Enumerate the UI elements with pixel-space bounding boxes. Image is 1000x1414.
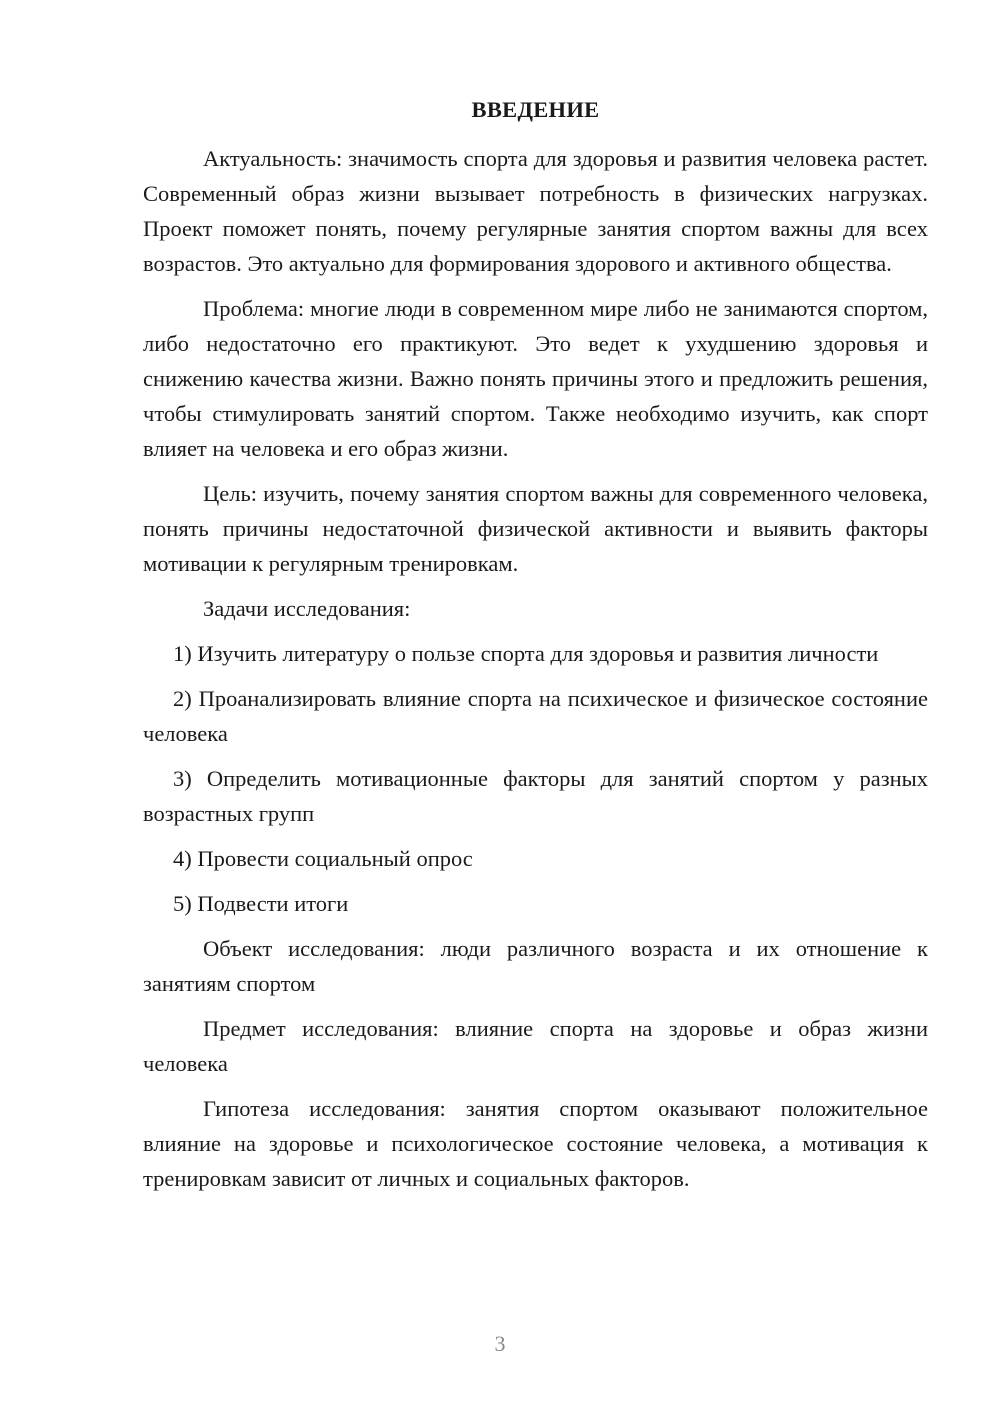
paragraph-hypothesis: Гипотеза исследования: занятия спортом оказывают положительное влияние на здоровье и психологическое состояние человека, а мотивация к тренировкам зависит от личных и социальных факторов. <box>143 1096 928 1191</box>
task-item: 5) Подвести итоги <box>173 891 349 916</box>
paragraph-tasks-heading: Задачи исследования: <box>203 596 411 621</box>
paragraph-goal: Цель: изучить, почему занятия спортом важны для современного человека, понять причины недостаточной физической активности и выявить факторы мотивации к регулярным тренировкам. <box>143 481 928 576</box>
task-item: 1) Изучить литературу о пользе спорта для здоровья и развития личности <box>173 641 879 666</box>
task-item: 2) Проанализировать влияние спорта на психическое и физическое состояние человека <box>143 686 928 746</box>
section-title: ВВЕДЕНИЕ <box>471 97 600 122</box>
task-item: 4) Провести социальный опрос <box>173 846 473 871</box>
paragraph-subject: Предмет исследования: влияние спорта на здоровье и образ жизни человека <box>143 1016 928 1076</box>
paragraph-relevance: Актуальность: значимость спорта для здоровья и развития человека растет. Современный образ жизни вызывает потребность в физических нагрузках. Проект поможет понять, почему регулярные занятия спортом важны для всех возрастов. Это актуально для формирования здорового и активного общества. <box>143 146 928 276</box>
document-page <box>143 92 928 1206</box>
task-item: 3) Определить мотивационные факторы для занятий спортом у разных возрастных групп <box>143 766 928 826</box>
page-number: 3 <box>494 1331 506 1356</box>
paragraph-problem: Проблема: многие люди в современном мире либо не занимаются спортом, либо недостаточно его практикуют. Это ведет к ухудшению здоровья и снижению качества жизни. Важно понять причины этого и предложить решения, чтобы стимулировать занятий спортом. Также необходимо изучить, как спорт влияет на человека и его образ жизни. <box>143 296 928 461</box>
paragraph-object: Объект исследования: люди различного возраста и их отношение к занятиям спортом <box>143 936 928 996</box>
